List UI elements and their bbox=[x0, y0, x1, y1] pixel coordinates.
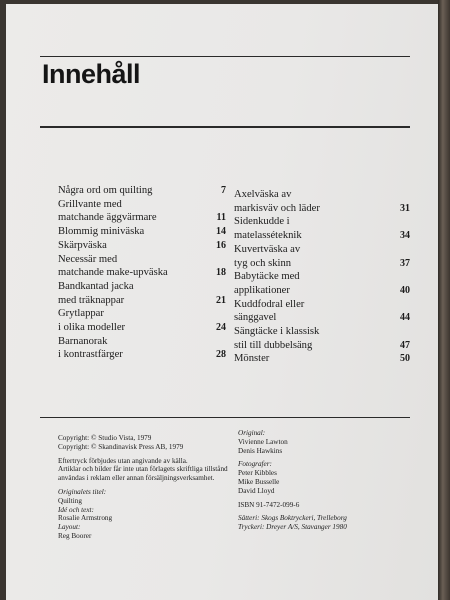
title-rule bbox=[40, 126, 410, 128]
toc-entry-title: Sidenkudde i bbox=[234, 216, 290, 228]
toc-entry bbox=[58, 307, 226, 334]
toc-entry-title: Barnanorak bbox=[58, 335, 108, 347]
toc-entry-page: 16 bbox=[216, 239, 226, 251]
toc-entry-page: 34 bbox=[400, 230, 410, 242]
notice-3: användas i reklam eller annan försäljningsverksamhet. bbox=[58, 474, 215, 483]
toc-left-column bbox=[58, 184, 226, 362]
notice-1: Eftertryck förbjudes utan angivande av källa. bbox=[58, 456, 188, 465]
toc-entry-title: i olika modeller bbox=[58, 322, 126, 334]
photo-label: Fotografer: bbox=[238, 460, 272, 469]
toc-entry-page: 40 bbox=[400, 284, 410, 296]
toc-entry bbox=[58, 184, 226, 198]
orig-title-label: Originalets titel: bbox=[58, 487, 107, 496]
toc-entry bbox=[234, 243, 410, 270]
toc-entry-title: Skärpväska bbox=[58, 239, 107, 251]
toc-entry-title: Necessär med bbox=[58, 253, 118, 265]
toc-entry-title: tyg och skinn bbox=[234, 257, 292, 269]
toc-entry-title: matchande make-upväska bbox=[58, 267, 168, 279]
toc-entry-page: 11 bbox=[216, 212, 226, 224]
orig-title: Quilting bbox=[58, 496, 82, 505]
notice-2: Artiklar och bilder får inte utan förlagets skriftliga tillstånd bbox=[58, 465, 228, 474]
toc-entry bbox=[234, 270, 410, 297]
toc-entry-title: Mönster bbox=[234, 353, 270, 365]
toc-entry-title: Axelväska av bbox=[234, 189, 292, 200]
toc-entry-title: Kuvertväska av bbox=[234, 243, 301, 255]
toc-entry-title: stil till dubbelsäng bbox=[234, 339, 313, 351]
toc-entry-page: 47 bbox=[400, 339, 410, 351]
toc-entry-page: 37 bbox=[400, 257, 410, 269]
toc-entry-title: matelasséteknik bbox=[234, 230, 302, 242]
credits-rule bbox=[40, 417, 410, 418]
toc-entry-title: Bandkantad jacka bbox=[58, 280, 134, 292]
toc-entry-page: 21 bbox=[216, 294, 226, 306]
layout-author: Reg Boorer bbox=[58, 531, 92, 540]
isbn: ISBN 91-7472-099-6 bbox=[238, 500, 300, 509]
toc-entry-page: 18 bbox=[216, 267, 226, 279]
idea-author: Rosalie Armstrong bbox=[58, 514, 113, 523]
toc-entry-title: applikationer bbox=[234, 284, 290, 296]
toc-entry bbox=[234, 188, 410, 215]
toc-entry bbox=[234, 215, 410, 242]
toc-entry bbox=[234, 325, 410, 352]
idea-label: Idé och text: bbox=[58, 505, 94, 514]
book-page bbox=[6, 4, 438, 600]
toc-entry-page: 44 bbox=[400, 312, 410, 324]
toc-entry-title: med träknappar bbox=[58, 294, 125, 306]
toc-entry bbox=[58, 225, 226, 239]
toc-entry-title: Grytlappar bbox=[58, 308, 104, 320]
original-label: Original: bbox=[238, 429, 266, 437]
toc-right-column bbox=[234, 188, 410, 366]
toc-entry-title: markisväv och läder bbox=[234, 202, 320, 214]
copyright-1: Copyright: © Studio Vista, 1979 bbox=[58, 434, 152, 442]
toc-entry bbox=[234, 298, 410, 325]
credits-right bbox=[238, 429, 413, 532]
copyright-2: Copyright: © Skandinavisk Press AB, 1979 bbox=[58, 442, 184, 451]
toc-entry bbox=[58, 253, 226, 280]
toc-entry-page: 28 bbox=[216, 349, 226, 361]
toc-entry-title: Babytäcke med bbox=[234, 271, 300, 283]
toc-entry-title: sänggavel bbox=[234, 312, 277, 324]
toc-entry-title: Sängtäcke i klassisk bbox=[234, 326, 320, 338]
toc-entry-page: 7 bbox=[221, 185, 226, 196]
photo-3: David Lloyd bbox=[238, 486, 275, 495]
toc-entry bbox=[234, 352, 410, 366]
book-spine bbox=[438, 0, 450, 600]
toc-entry-page: 31 bbox=[400, 202, 410, 214]
toc-entry-title: Kuddfodral eller bbox=[234, 298, 305, 310]
original-2: Denis Hawkins bbox=[238, 446, 283, 455]
credits-left bbox=[58, 434, 233, 541]
photo-2: Mike Busselle bbox=[238, 477, 280, 486]
layout-label: Layout: bbox=[58, 523, 81, 532]
toc-entry-title: i kontrastfärger bbox=[58, 349, 123, 361]
toc-entry-page: 50 bbox=[400, 353, 410, 365]
toc-entry-title: matchande äggvärmare bbox=[58, 212, 157, 224]
toc-entry bbox=[58, 239, 226, 253]
toc-entry-title: Blommig miniväska bbox=[58, 226, 145, 238]
toc-entry bbox=[58, 335, 226, 362]
toc-entry-title: Grillvante med bbox=[58, 198, 122, 210]
print-credit: Tryckeri: Dreyer A/S, Stavanger 1980 bbox=[238, 523, 347, 532]
toc-entry-page: 24 bbox=[216, 322, 226, 334]
page-title: Innehåll bbox=[42, 59, 141, 89]
toc-entry-page: 14 bbox=[216, 226, 226, 238]
toc-entry bbox=[58, 280, 226, 307]
toc-entry bbox=[58, 198, 226, 225]
top-rule bbox=[40, 56, 410, 57]
toc-entry-title: Några ord om quilting bbox=[58, 185, 153, 196]
original-1: Vivienne Lawton bbox=[238, 437, 288, 446]
typeset-credit: Sätteri: Skogs Boktryckeri, Trelleborg bbox=[238, 514, 347, 523]
photo-1: Peter Kibbles bbox=[238, 469, 277, 478]
